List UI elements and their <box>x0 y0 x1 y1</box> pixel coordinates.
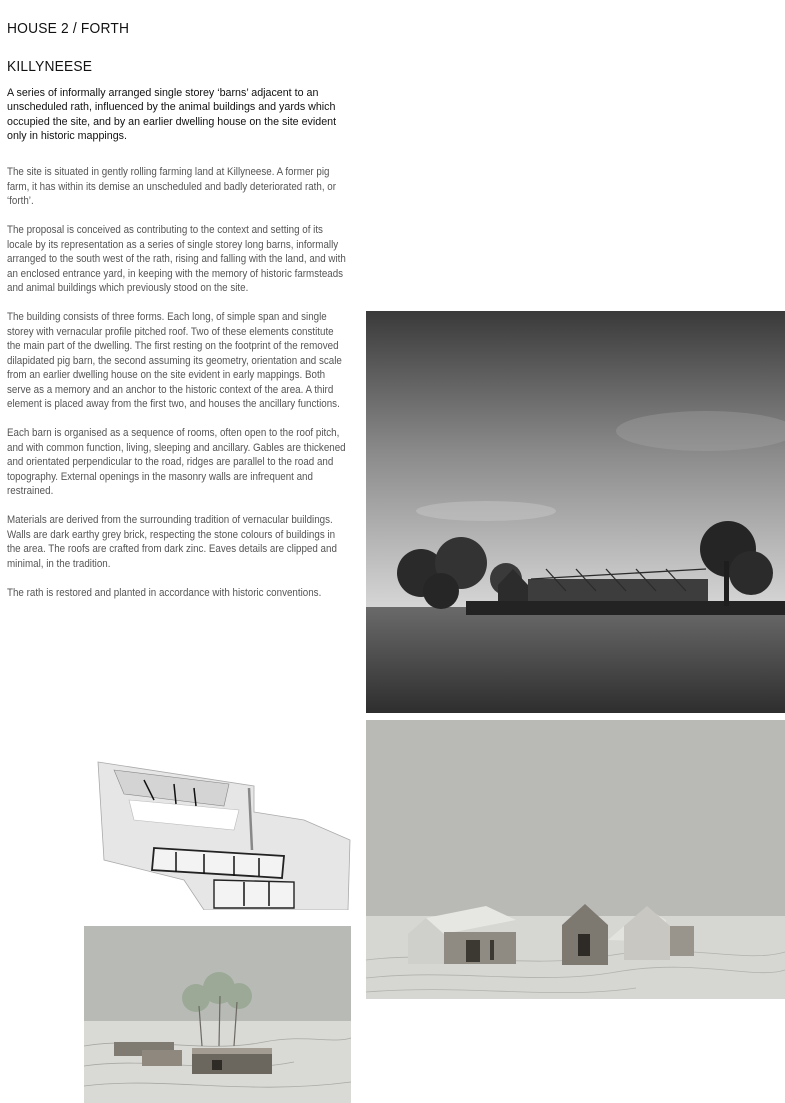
paragraph-building: The building consists of three forms. Each long, of simple span and single storey with vernacular profile pitched roof. Two of these elements constitute the main part of the dwelling. The first resting on the footprint of the removed dilapidated pig barn, the second assuming its geometry, orientation and scale from an earlier dwelling house on the site evident in early mappings. Both serve as a memory and an anchor to the historic context of the area. A third element is placed away from the first two, and houses the ancillary functions. <box>7 311 342 410</box>
paragraph-materials: Materials are derived from the surrounding tradition of vernacular buildings. Walls are dark earthy grey brick, respecting the stone colours of buildings in the area. The roofs are crafted from dark zinc. Eaves details are clipped and minimal, in the tradition. <box>7 514 337 570</box>
body-text <box>7 165 347 615</box>
intro-paragraph: A series of informally arranged single storey ‘barns’ adjacent to an unscheduled rath, influenced by the animal buildings and yards which occupied the site, and by an earlier dwelling house on the site evident only in historic mappings. <box>7 87 337 143</box>
page-title: HOUSE 2 / FORTH <box>7 20 130 37</box>
project-name: KILLYNEESE <box>7 58 93 75</box>
site-photo <box>366 311 785 713</box>
paragraph-rath: The rath is restored and planted in accordance with historic conventions. <box>7 586 322 599</box>
model-photo-front <box>366 720 785 999</box>
paragraph-barns: Each barn is organised as a sequence of rooms, often open to the roof pitch, and with common function, living, sleeping and ancillary. Gables are thickened and orientated perpendicular to the road, ridges are parallel to the road and topography. External openings in the masonry walls are infrequent and restrained. <box>7 427 346 497</box>
paragraph-site: The site is situated in gently rolling farming land at Killyneese. A former pig farm, it has within its demise an unscheduled and badly deteriorated rath, or ‘forth’. <box>7 166 337 207</box>
paragraph-proposal: The proposal is conceived as contributing to the context and setting of its locale by its representation as a series of single storey long barns, informally arranged to the south west of the rath, rising and falling with the land, and with an enclosed entrance yard, in keeping with the memory of historic farmsteads and animal buildings which previously stood on the site. <box>7 224 346 294</box>
floor-plan-drawing <box>84 760 352 910</box>
model-photo-trees <box>84 926 351 1103</box>
